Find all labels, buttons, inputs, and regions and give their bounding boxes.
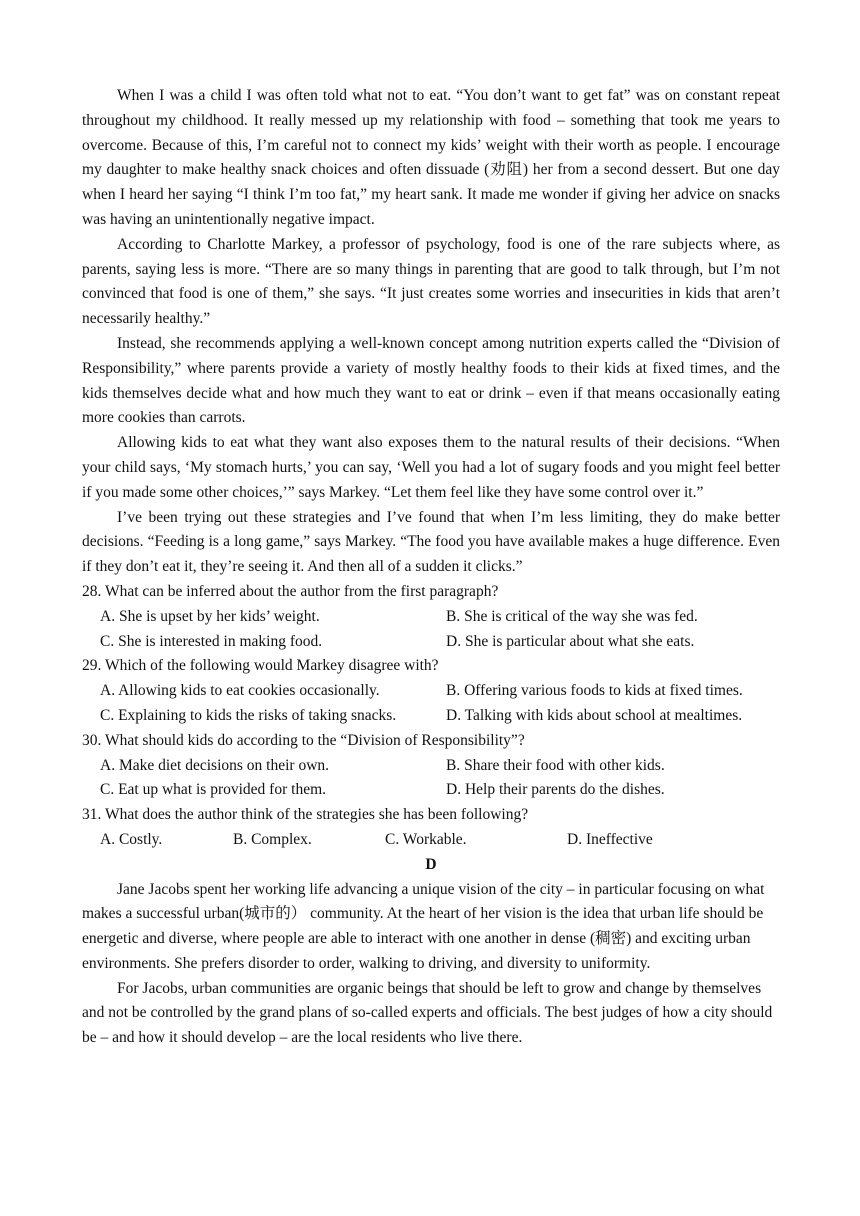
option-c: C. Explaining to kids the risks of taking snacks. [100,706,397,724]
option-c: C. Workable. [385,830,467,848]
option-b: B. Complex. [233,830,312,848]
question-28 [82,580,780,654]
option-c: C. She is interested in making food. [100,632,323,650]
option-c: C. Eat up what is provided for them. [100,781,326,799]
option-a: A. She is upset by her kids’ weight. [100,607,320,625]
question-stem: 29. Which of the following would Markey disagree with? [82,657,439,675]
question-29 [82,654,780,728]
option-d: D. Help their parents do the dishes. [446,781,665,799]
option-b: B. She is critical of the way she was fed. [446,607,698,625]
option-a: A. Costly. [100,830,163,848]
option-d: D. Talking with kids about school at mealtimes. [446,706,743,724]
option-a: A. Allowing kids to eat cookies occasionally. [100,682,380,700]
option-b: B. Offering various foods to kids at fixed times. [446,682,743,700]
exam-page [82,84,780,1051]
option-d: D. She is particular about what she eats. [446,632,695,650]
passage-d [82,853,780,1051]
question-30 [82,729,780,803]
passage-c [82,84,780,580]
passage-paragraph: I’ve been trying out these strategies and I’ve found that when I’m less limiting, they do make better decisions. “Feeding is a long game,” says Markey. “The food you have available makes a huge difference. Even if they don’t eat it, they’re seeing it. And then all of a sudden it clicks.” [82,508,780,576]
option-b: B. Share their food with other kids. [446,756,665,774]
section-heading: D [425,855,437,873]
passage-paragraph: According to Charlotte Markey, a professor of psychology, food is one of the rare subjects where, as parents, saying less is more. “There are so many things in parenting that are good to talk through, but I’m not convinced that food is one of them,” she says. “It just creates some worries and insecurities in kids that aren’t necessarily healthy.” [82,235,780,328]
passage-paragraph: Jane Jacobs spent her working life advancing a unique vision of the city – in particular focusing on what makes a successful urban(城市的） community. At the heart of her vision is the idea that urban life should be energetic and diverse, where people are able to interact with one another in dense (稠密) and exciting urban environments. She prefers disorder to order, walking to driving, and diversity to uniformity. [82,880,765,972]
option-a: A. Make diet decisions on their own. [100,756,330,774]
option-d: D. Ineffective [567,830,653,848]
passage-paragraph: Allowing kids to eat what they want also exposes them to the natural results of their decisions. “When your child says, ‘My stomach hurts,’ you can say, ‘Well you had a lot of sugary foods and you might feel better if you made some other choices,’” says Markey. “Let them feel like they have some control over it.” [82,434,780,501]
question-31 [82,803,780,853]
passage-paragraph: For Jacobs, urban communities are organic beings that should be left to grow and change by themselves and not be controlled by the grand plans of so-called experts and officials. The best judges of how a city should be – and how it should develop – are the local residents who live there. [82,979,773,1047]
passage-paragraph: When I was a child I was often told what not to eat. “You don’t want to get fat” was on constant repeat throughout my childhood. It really messed up my relationship with food – something that took me years to overcome. Because of this, I’m careful not to connect my kids’ weight with their worth as people. I encourage my daughter to make healthy snack choices and often dissuade (劝阻) her from a second dessert. But one day when I heard her saying “I think I’m too fat,” my heart sank. It made me wonder if giving her advice on snacks was having an unintentionally negative impact. [82,87,780,228]
passage-paragraph: Instead, she recommends applying a well-known concept among nutrition experts called the “Division of Responsibility,” where parents provide a variety of mostly healthy foods to their kids at fixed times, and the kids themselves decide what and how much they want to eat or drink – even if that means occasionally eating more cookies than carrots. [82,334,780,427]
question-stem: 31. What does the author think of the strategies she has been following? [82,806,529,824]
question-stem: 30. What should kids do according to the “Division of Responsibility”? [82,731,525,749]
question-stem: 28. What can be inferred about the author from the first paragraph? [82,582,499,600]
